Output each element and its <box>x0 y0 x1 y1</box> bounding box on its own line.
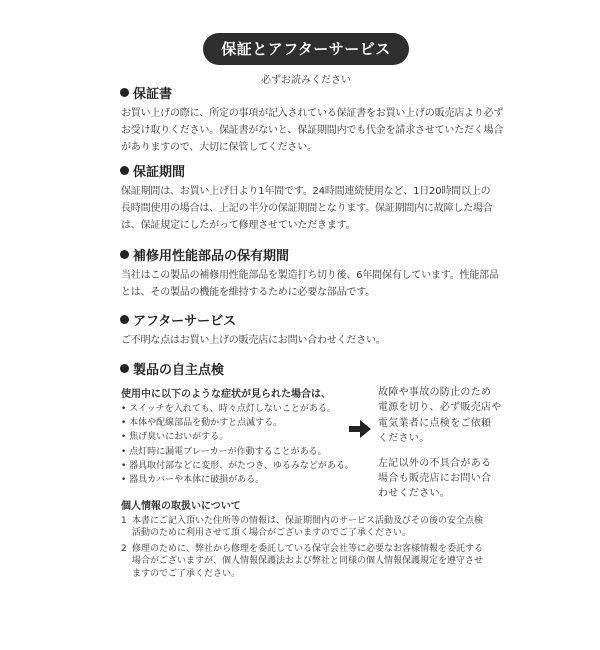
item-number: 1 <box>121 516 127 526</box>
text-line: 場合も販売店にお問い合 <box>378 473 492 485</box>
text-line: がありますので、大切に保管してください。 <box>121 142 317 153</box>
list-item: • 器具取付部などに変形、がたつき、ゆるみなどがある。 <box>121 459 354 473</box>
text-line: わせください。 <box>378 488 451 500</box>
heading-after-service: アフターサービス <box>120 314 236 330</box>
paragraph-warranty <box>121 105 504 156</box>
paragraph-parts <box>121 267 501 301</box>
text-line: 電気業者に点検をご依頼 <box>378 417 492 429</box>
heading-inspection: 製品の自主点検 <box>120 363 224 379</box>
text-line: 長時間使用の場合は、上記の半分の保証期間となります。保証期間内に故障した場合 <box>121 203 493 214</box>
privacy-item <box>121 543 505 580</box>
text-line: 活動のために利用させて頂く場合がございますのでご了承ください。 <box>132 528 412 539</box>
text-line: お買い上げの際に、所定の事項が記入されている保証書をお買い上げの販売店より必ず <box>121 108 504 119</box>
inspection-advice <box>378 385 504 502</box>
list-item: • 点灯時に漏電ブレーカーが作動することがある。 <box>121 445 354 459</box>
text-line: 故障や事故の防止のため <box>378 387 492 398</box>
privacy-item <box>121 515 505 540</box>
heading-warranty: 保証書 <box>120 87 172 103</box>
text-line: ご不明な点はお買い上げの販売店にお問い合わせください。 <box>121 335 386 346</box>
paragraph-after-service <box>121 332 501 349</box>
text-line: ください。 <box>378 433 430 445</box>
text-line: 左記以外の不具合がある <box>378 457 492 469</box>
paragraph-period <box>121 183 501 234</box>
text-line: 当社はこの製品の補修用性能部品を製造打ち切り後、6年間保有しています。性能部品 <box>121 270 499 281</box>
list-item: • 焦げ臭いにおいがする。 <box>121 430 354 444</box>
heading-parts: 補修用性能部品の保有期間 <box>120 249 289 265</box>
text-line: 本書にご記入頂いた住所等の情報は、保証期間内のサービス活動及びその後の安全点検 <box>132 516 484 526</box>
text-line: とは、その製品の機能を維持するために必要な部品です。 <box>121 287 375 298</box>
text-line: お受け取りください。保証書がないと、保証期間内でも代金を請求させていただく場合 <box>121 125 504 136</box>
list-item: • 器具カバーや本体に破損がある。 <box>121 473 354 487</box>
right-arrow-icon <box>349 420 371 438</box>
text-line: 修理のために、弊社から修理を委託している保守会社等に必要なお客様情報を委託する <box>132 543 484 554</box>
symptom-title: 使用中に以下のような症状が見られた場合は、 <box>121 389 331 400</box>
text-line: 場合がございますが、個人情報保護法および弊社と同様の個人情報保護規定を遵守させ <box>132 556 484 567</box>
symptom-list <box>121 402 354 487</box>
item-number: 2 <box>121 543 127 554</box>
list-item: • スイッチを入れても、時々点灯しないことがある。 <box>121 402 354 416</box>
text-line: は、保証規定にしたがって修理させていただきます。 <box>121 220 356 231</box>
must-read-note: 必ずお読みください <box>261 75 351 86</box>
privacy-title: 個人情報の取扱いについて <box>121 501 241 512</box>
list-item: • 本体や配線部品を動かすと点滅する。 <box>121 416 354 430</box>
text-line: ますのでご了承ください。 <box>132 568 241 579</box>
text-line: 電源を切り、必ず販売店や <box>378 402 502 414</box>
page-title: 保証とアフターサービス <box>203 33 409 65</box>
heading-period: 保証期間 <box>120 165 185 181</box>
text-line: 保証期間は、お買い上げ日より1年間です。24時間連続使用など、1日20時間以上の <box>121 186 491 197</box>
privacy-list <box>121 515 505 583</box>
